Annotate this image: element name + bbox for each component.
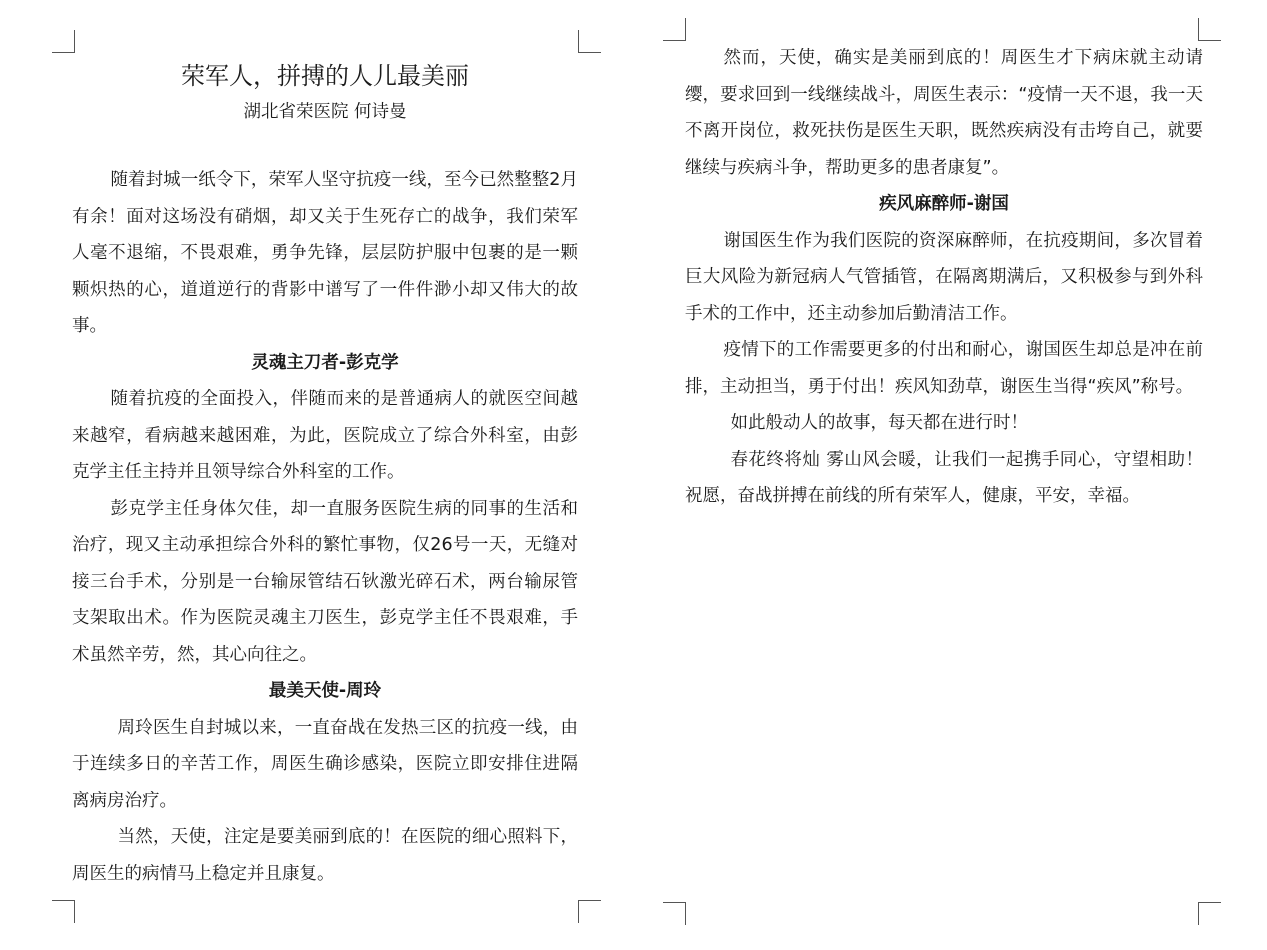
crop-mark-bottom-left xyxy=(663,902,686,925)
paragraph: 当然，天使，注定是要美丽到底的！在医院的细心照料下，周医生的病情马上稳定并且康复。 xyxy=(72,827,578,884)
right-column xyxy=(685,40,1203,515)
crop-mark-top-left xyxy=(52,30,75,53)
closing-paragraph: 如此般动人的故事，每天都在进行时！ xyxy=(730,413,1028,433)
paragraph: 疫情下的工作需要更多的付出和耐心，谢国医生却总是冲在前排，主动担当，勇于付出！疾风知劲草，谢医生当得“疾风”称号。 xyxy=(685,340,1203,397)
crop-mark-top-right xyxy=(1198,18,1221,41)
section-heading-zhou: 最美天使-周玲 xyxy=(268,681,382,701)
crop-mark-top-left xyxy=(663,18,686,41)
paragraph: 然而，天使，确实是美丽到底的！周医生才下病床就主动请缨，要求回到一线继续战斗，周医生表示：“疫情一天不退，我一天不离开岗位，救死扶伤是医生天职，既然疾病没有击垮自己，就要继续与疾病斗争，帮助更多的患者康复”。 xyxy=(685,48,1203,178)
document-author: 湖北省荣医院 何诗曼 xyxy=(243,102,407,122)
crop-mark-bottom-right xyxy=(1198,902,1221,925)
section-heading-xie: 疾风麻醉师-谢国 xyxy=(879,194,1009,214)
intro-paragraph: 随着封城一纸令下，荣军人坚守抗疫一线，至今已然整整2月有余！面对这场没有硝烟，却又关于生死存亡的战争，我们荣军人毫不退缩，不畏艰难，勇争先锋，层层防护服中包裹的是一颗颗炽热的心，道道逆行的背影中谱写了一件件渺小却又伟大的故事。 xyxy=(72,170,578,336)
closing-paragraph: 春花终将灿 雾山风会暖，让我们一起携手同心，守望相助！祝愿，奋战拼搏在前线的所有荣军人，健康，平安，幸福。 xyxy=(685,449,1203,506)
crop-mark-bottom-right xyxy=(578,900,601,923)
paragraph: 彭克学主任身体欠佳，却一直服务医院生病的同事的生活和治疗，现又主动承担综合外科的繁忙事物，仅26号一天，无缝对接三台手术，分别是一台输尿管结石钬激光碎石术，两台输尿管支架取出术。作为医院灵魂主刀医生，彭克学主任不畏艰难，手术虽然辛劳，然，其心向往之。 xyxy=(72,498,578,665)
document-title: 荣军人，拼搏的人儿最美丽 xyxy=(181,62,469,90)
crop-mark-bottom-left xyxy=(52,900,75,923)
paragraph: 随着抗疫的全面投入，伴随而来的是普通病人的就医空间越来越窄，看病越来越困难，为此，医院成立了综合外科室，由彭克学主任主持并且领导综合外科室的工作。 xyxy=(72,389,578,482)
left-page xyxy=(0,0,633,950)
crop-mark-top-right xyxy=(578,30,601,53)
section-heading-peng: 灵魂主刀者-彭克学 xyxy=(251,352,399,373)
paragraph: 谢国医生作为我们医院的资深麻醉师，在抗疫期间，多次冒着巨大风险为新冠病人气管插管，在隔离期满后，又积极参与到外科手术的工作中，还主动参加后勤清洁工作。 xyxy=(685,230,1203,324)
right-page xyxy=(633,0,1267,950)
paragraph: 周玲医生自封城以来，一直奋战在发热三区的抗疫一线，由于连续多日的辛苦工作，周医生确诊感染，医院立即安排住进隔离病房治疗。 xyxy=(72,717,578,811)
left-column xyxy=(72,56,578,892)
